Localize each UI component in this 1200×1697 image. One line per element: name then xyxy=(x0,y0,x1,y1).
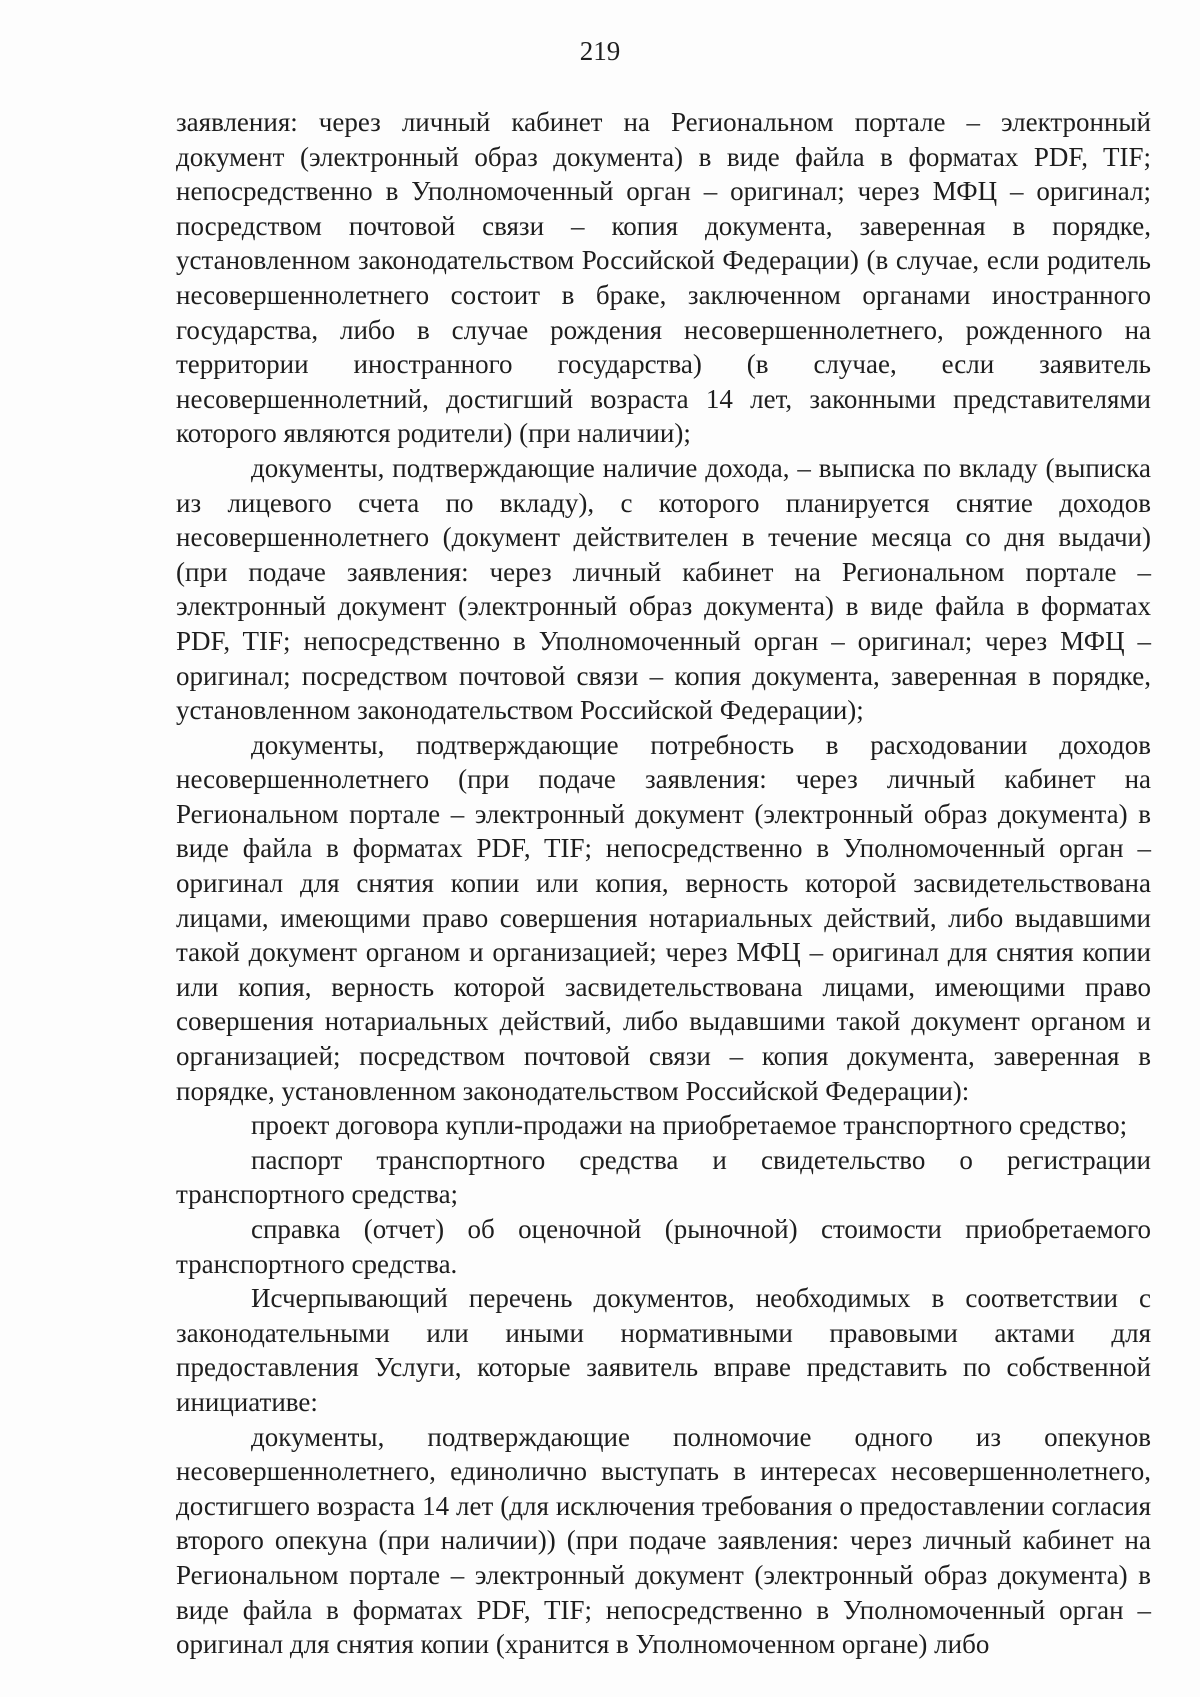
paragraph: документы, подтверждающие потребность в расходовании доходов несовершеннолетнего (при подаче заявления: через личный кабинет на Региональном портале – электронный документ (электронный образ документа) в виде файла в форматах PDF, TIF; непосредственно в Уполномоченный орган – оригинал для снятия копии или копия, верность которой засвидетельствована лицами, имеющими право совершения нотариальных действий, либо выдавшими такой документ органом и организацией; через МФЦ – оригинал для снятия копии или копия, верность которой засвидетельствована лицами, имеющими право совершения нотариальных действий, либо выдавшими такой документ органом и организацией; посредством почтовой связи – копия документа, заверенная в порядке, установленном законодательством Российской Федерации): xyxy=(176,729,1151,1106)
paragraph: документы, подтверждающие наличие дохода, – выписка по вкладу (выписка из лицевого счета по вкладу), с которого планируется снятие доходов несовершеннолетнего (документ действителен в течение месяца со дня выдачи) (при подаче заявления: через личный кабинет на Региональном портале – электронный документ (электронный образ документа) в виде файла в форматах PDF, TIF; непосредственно в Уполномоченный орган – оригинал; через МФЦ – оригинал; посредством почтовой связи – копия документа, заверенная в порядке, установленном законодательством Российской Федерации); xyxy=(176,452,1151,726)
paragraph: документы, подтверждающие полномочие одного из опекунов несовершеннолетнего, единолично выступать в интересах несовершеннолетнего, достигшего возраста 14 лет (для исключения требования о предоставлении согласия второго опекуна (при наличии)) (при подаче заявления: через личный кабинет на Региональном портале – электронный документ (электронный образ документа) в виде файла в форматах PDF, TIF; непосредственно в Уполномоченный орган – оригинал для снятия копии (хранится в Уполномоченном органе) либо xyxy=(176,1421,1151,1660)
paragraph: паспорт транспортного средства и свидетельство о регистрации транспортного средства; xyxy=(176,1144,1151,1210)
paragraph: заявления: через личный кабинет на Региональном портале – электронный документ (электронный образ документа) в виде файла в форматах PDF, TIF; непосредственно в Уполномоченный орган – оригинал; через МФЦ – оригинал; посредством почтовой связи – копия документа, заверенная в порядке, установленном законодательством Российской Федерации) (в случае, если родитель несовершеннолетнего состоит в браке, заключенном органами иностранного государства, либо в случае рождения несовершеннолетнего, рожденного на территории иностранного государства) (в случае, если заявитель несовершеннолетний, достигший возраста 14 лет, законными представителями которого являются родители) (при наличии); xyxy=(176,107,1151,449)
paragraph: Исчерпывающий перечень документов, необходимых в соответствии с законодательными или иными нормативными правовыми актами для предоставления Услуги, которые заявитель вправе представить по собственной инициативе: xyxy=(176,1283,1151,1417)
paragraph: проект договора купли-продажи на приобретаемое транспортного средство; xyxy=(251,1110,1128,1141)
document-body xyxy=(176,105,1151,1662)
page-number: 219 xyxy=(579,36,621,66)
paragraph: справка (отчет) об оценочной (рыночной) стоимости приобретаемого транспортного средства. xyxy=(176,1214,1151,1279)
